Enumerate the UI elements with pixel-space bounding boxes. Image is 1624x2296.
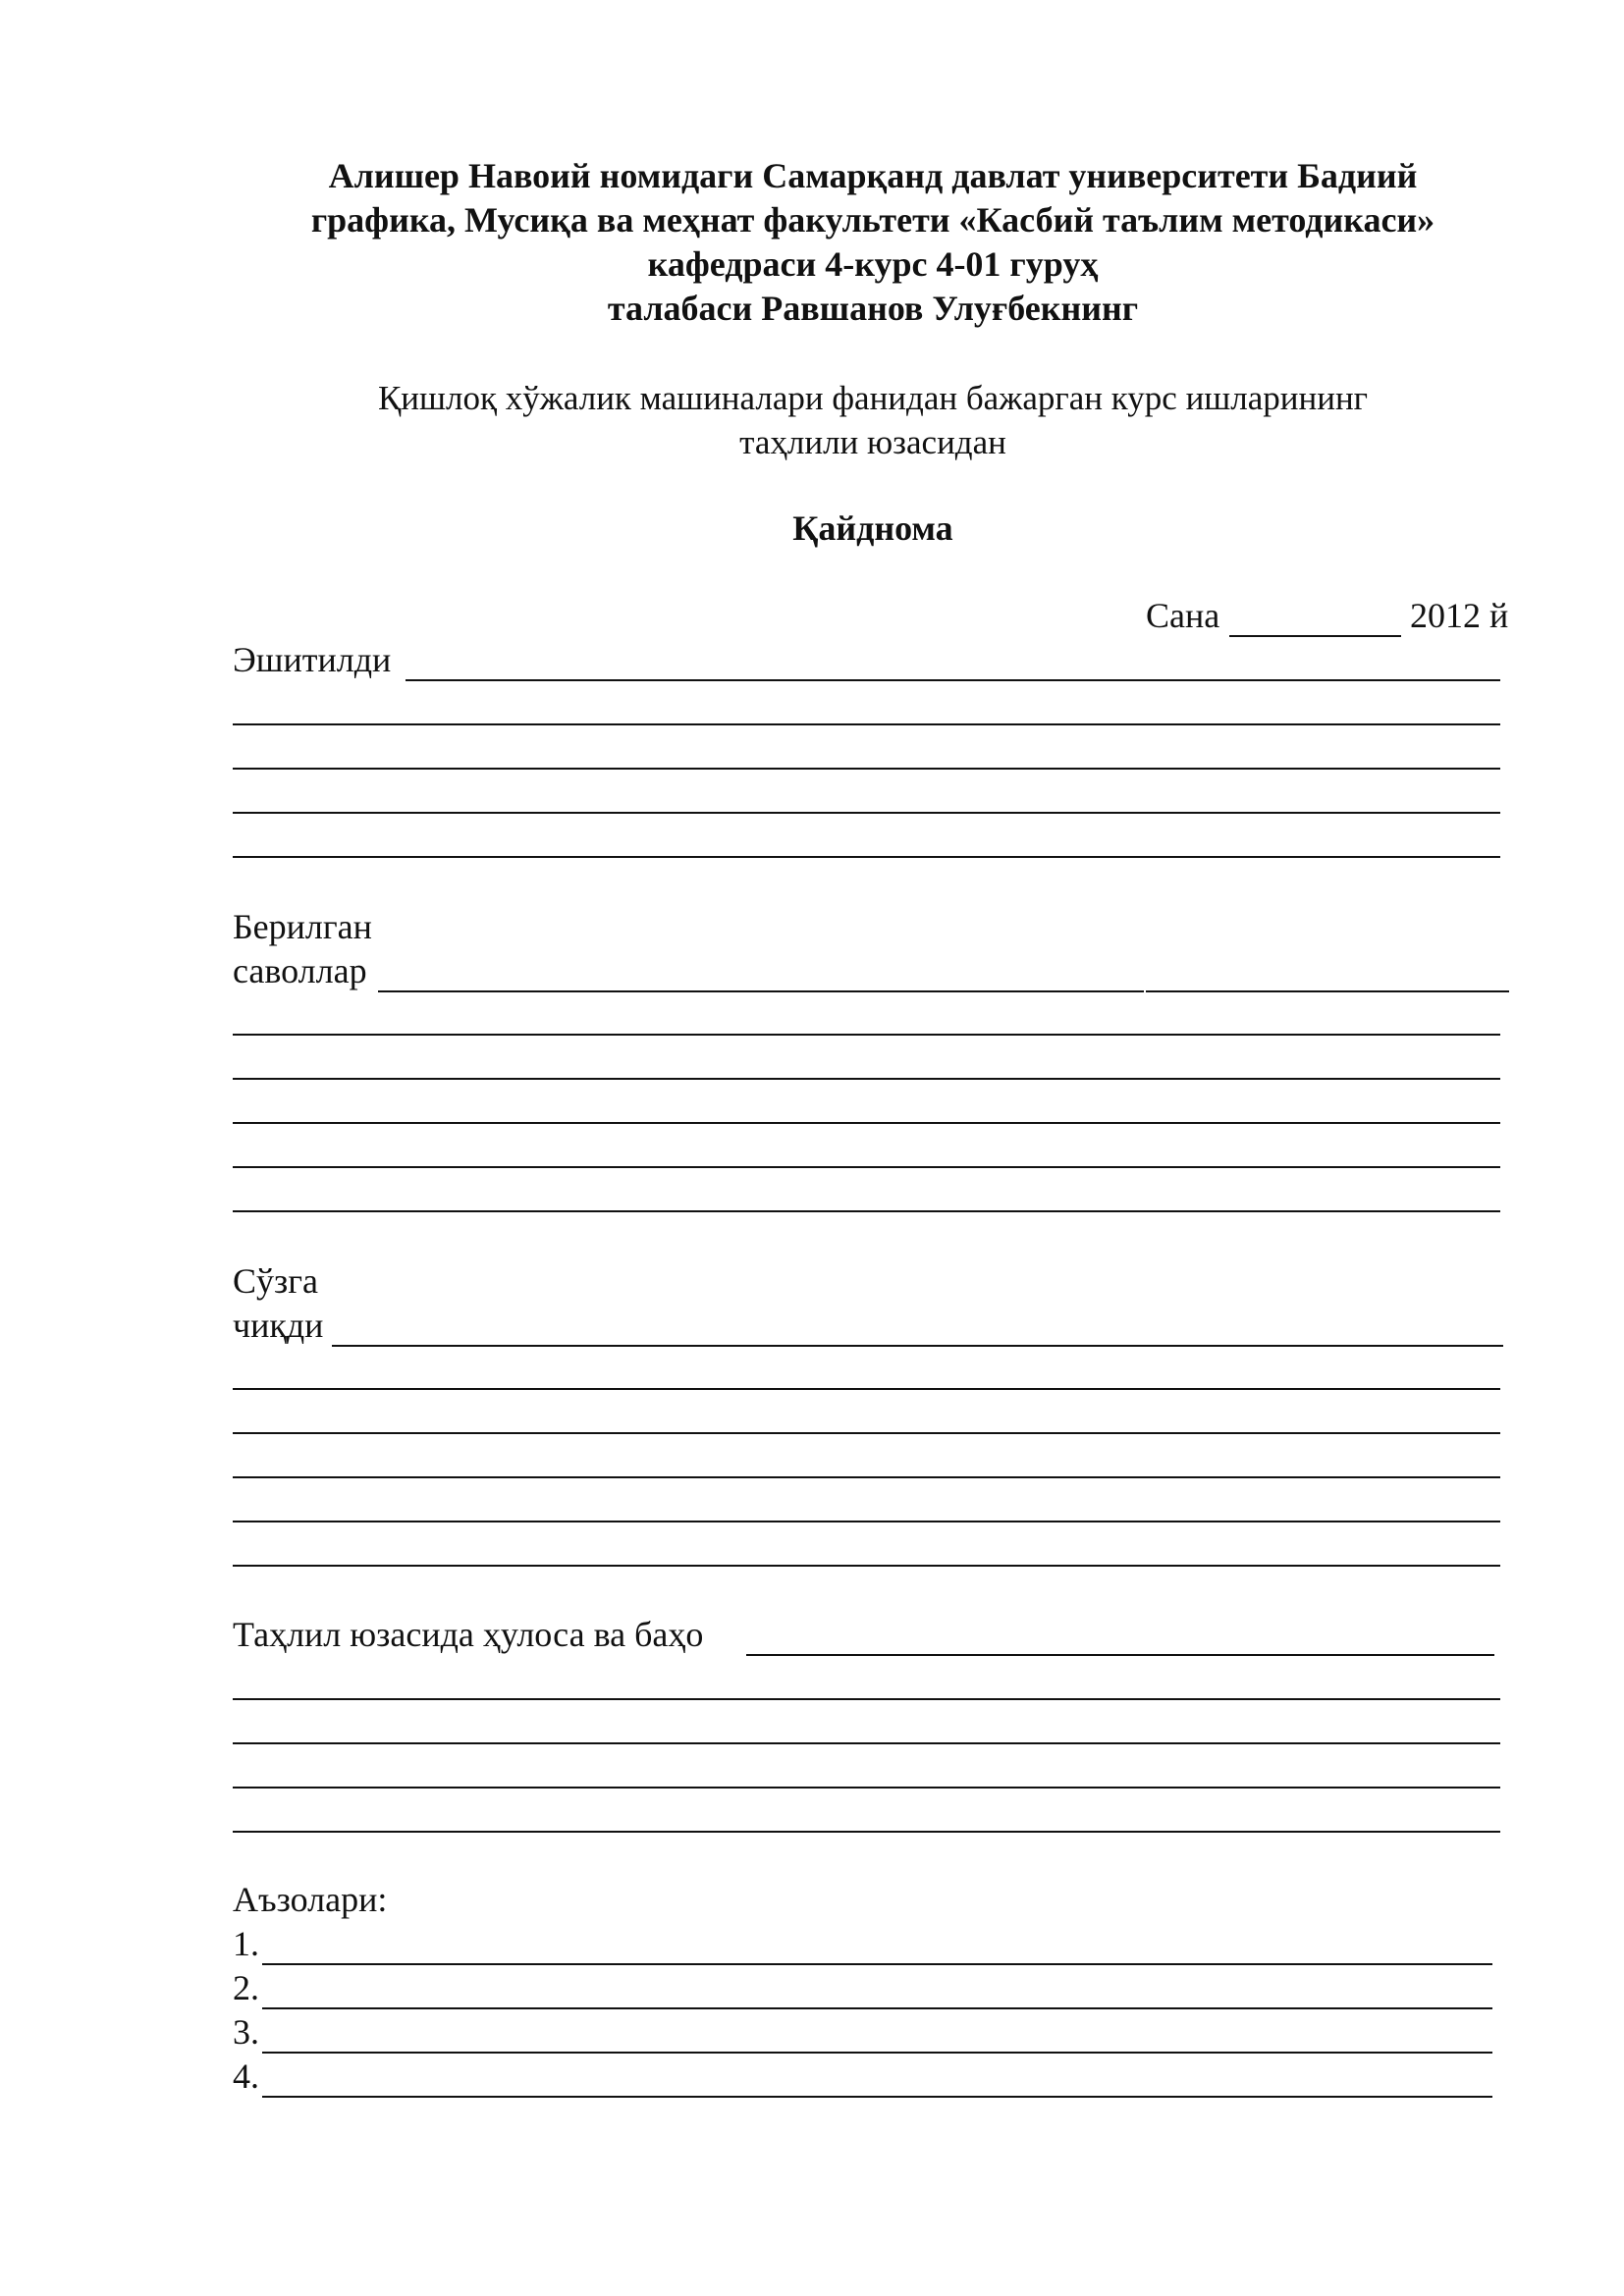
questions-line-5 (233, 1166, 1500, 1168)
member-number-2: 2. (233, 1968, 259, 2007)
header-line-2: графика, Мусиқа ва меҳнат факультети «Касбий таълим методикаси» (310, 200, 1435, 240)
document-title: Қайднома (792, 508, 953, 548)
subheading-line-1: Қишлоқ хўжалик машиналари фанидан бажарган курс ишларининг (377, 379, 1369, 417)
members-label: Аъзолари: (233, 1880, 388, 1919)
header-line-1: Алишер Навоий номидаги Самарқанд давлат университети Бадиий (328, 156, 1418, 195)
member-number-1: 1. (233, 1924, 259, 1963)
date-year: 2012 й (1410, 596, 1509, 635)
member-line-3 (262, 2052, 1492, 2054)
member-line-4 (262, 2096, 1492, 2098)
heard-line-1 (406, 679, 1500, 681)
conclusion-line-3 (233, 1742, 1500, 1744)
spoke-label-2: чиқди (233, 1306, 324, 1345)
conclusion-line-4 (233, 1787, 1500, 1789)
questions-line-1a (378, 990, 1144, 992)
conclusion-line-2 (233, 1698, 1500, 1700)
spoke-label-1: Сўзга (233, 1261, 318, 1301)
spoke-line-2 (233, 1388, 1500, 1390)
spoke-line-6 (233, 1565, 1500, 1567)
heard-line-5 (233, 856, 1500, 858)
questions-line-3 (233, 1078, 1500, 1080)
questions-line-4 (233, 1122, 1500, 1124)
questions-line-2 (233, 1034, 1500, 1036)
conclusion-label: Таҳлил юзасида ҳулоса ва баҳо (233, 1615, 704, 1654)
questions-line-6 (233, 1210, 1500, 1212)
heard-line-2 (233, 723, 1500, 725)
conclusion-line-1 (746, 1654, 1494, 1656)
heard-label: Эшитилди (233, 640, 392, 679)
date-label: Сана (1146, 596, 1220, 635)
spoke-line-4 (233, 1476, 1500, 1478)
member-line-2 (262, 2007, 1492, 2009)
member-number-3: 3. (233, 2012, 259, 2052)
spoke-line-5 (233, 1521, 1500, 1522)
conclusion-line-5 (233, 1831, 1500, 1833)
subheading-line-2: таҳлили юзасидан (739, 423, 1006, 461)
header-line-4: талабаси Равшанов Улуғбекнинг (607, 289, 1139, 328)
questions-line-1b (1146, 990, 1509, 992)
questions-label-2: саволлар (233, 951, 367, 990)
spoke-line-1 (332, 1345, 1503, 1347)
heard-line-3 (233, 768, 1500, 770)
member-number-4: 4. (233, 2056, 259, 2096)
member-line-1 (262, 1963, 1492, 1965)
questions-label-1: Берилган (233, 907, 372, 946)
spoke-line-3 (233, 1432, 1500, 1434)
date-blank (1229, 635, 1401, 637)
header-line-3: кафедраси 4-курс 4-01 гуруҳ (647, 244, 1099, 284)
heard-line-4 (233, 812, 1500, 814)
